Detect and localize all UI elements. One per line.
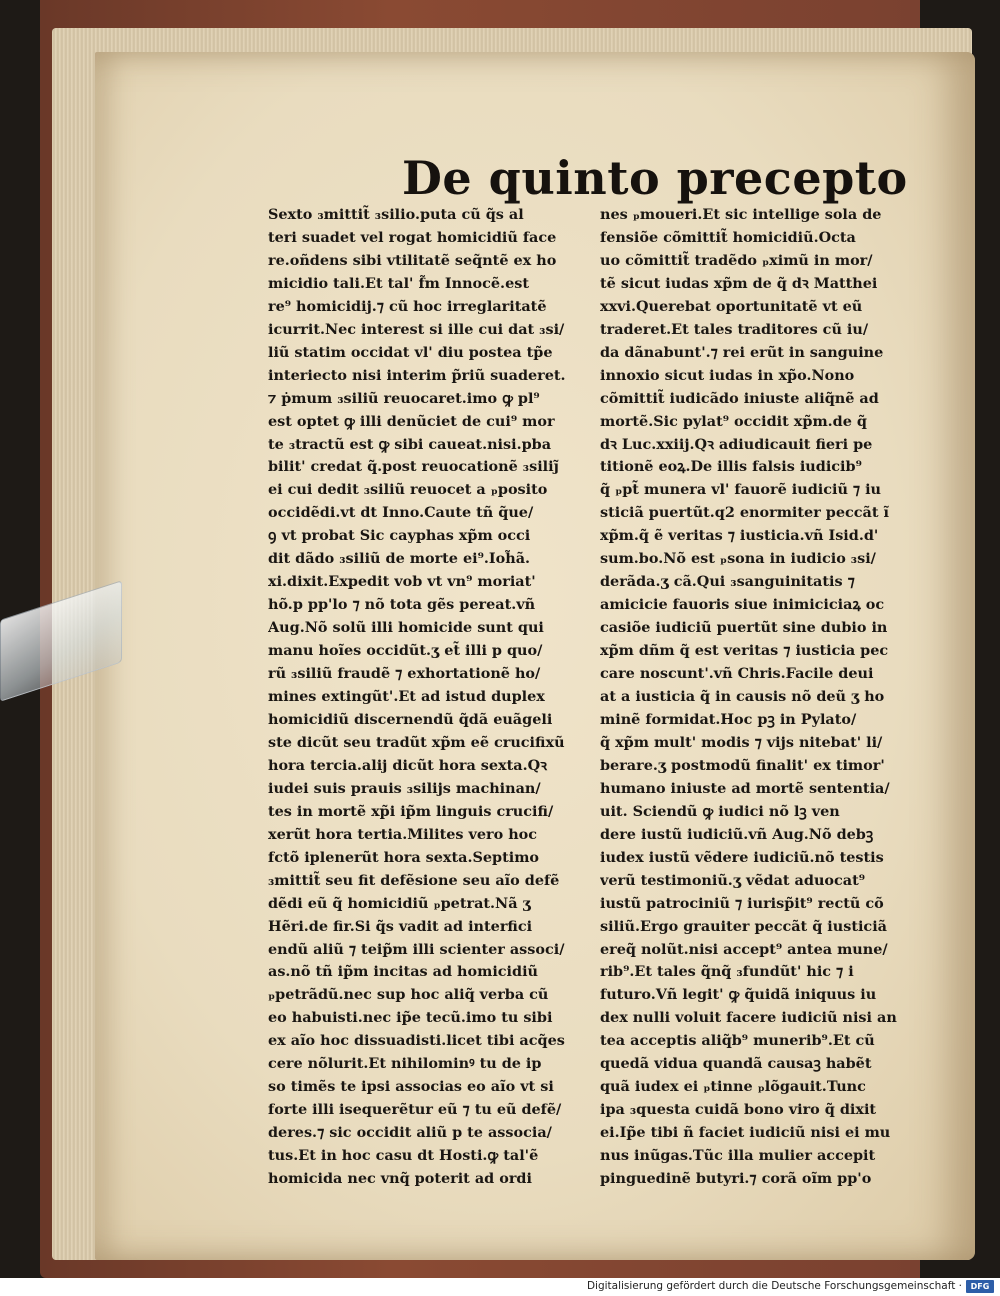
- text-line: dit dãdo ₃siliũ de morte ei⁹.Ioh̃ã.: [268, 550, 531, 568]
- dfg-logo: DFG: [966, 1280, 994, 1293]
- text-line: innoxio sicut iudas in xp̃o.Nono: [600, 366, 855, 384]
- text-line: endũ aliũ ⁊ teip̃m illi scienter associ/: [268, 940, 565, 958]
- text-line: futuro.Vñ legit' ꝙ q̃uidã iniquus iu: [600, 986, 877, 1004]
- text-line: so timẽs te ipsi associas eo aĩo vt si: [268, 1078, 554, 1096]
- text-line: q̃ xp̃m mult' modis ⁊ vijs nitebat' li/: [600, 733, 883, 751]
- text-line: sticiã puertũt.q2 enormiter peccãt ĩ: [600, 504, 889, 522]
- text-line: xerũt hora tertia.Milites vero hoc: [268, 825, 538, 843]
- text-line: bilit' credat q̃.post reuocationẽ ₃siliȷ̃: [268, 458, 559, 476]
- text-line: ⁊ ṗmum ₃siliũ reuocaret.imo ꝙ pl⁹: [268, 389, 540, 407]
- text-line: tea acceptis aliq̃b⁹ munerib⁹.Et cũ: [600, 1032, 875, 1050]
- text-line: tus.Et in hoc casu dt Hosti.ꝙ tal'ẽ: [268, 1147, 539, 1165]
- text-line: verũ testimoniũ.ʒ vẽdat aduocat⁹: [600, 871, 866, 889]
- text-line: ei.Ip̃e tibi ñ faciet iudiciũ nisi ei mu: [600, 1124, 891, 1142]
- text-line: humano iniuste ad mortẽ sententia/: [600, 779, 890, 797]
- text-line: ste dicũt seu tradũt xp̃m eẽ crucifixũ: [268, 733, 565, 751]
- text-line: rũ ₃siliũ fraudẽ ⁊ exhortationẽ ho/: [268, 665, 541, 683]
- text-line: Aug.Nõ solũ illi homicide sunt qui: [268, 619, 544, 637]
- text-line: nes ₚmoueri.Et sic intellige sola de: [600, 206, 882, 223]
- text-line: manu hoĩes occidũt.ʒ et̃ illi p quo/: [268, 642, 543, 660]
- text-line: tẽ sicut iudas xp̃m de q̃ dꝛ Matthei: [600, 274, 878, 292]
- footer-bar: [0, 1278, 1000, 1296]
- text-line: tes in mortẽ xp̃i ip̃m linguis crucifi/: [268, 802, 554, 820]
- text-line: care noscunt'.vñ Chris.Facile deui: [600, 665, 874, 683]
- text-line: q̃ ₚpt̃ munera vl' fauorẽ iudiciũ ⁊ iu: [600, 481, 882, 499]
- text-line: xxvi.Querebat oportunitatẽ vt eũ: [600, 297, 863, 315]
- text-line: mines extingũt'.Et ad istud duplex: [268, 688, 545, 706]
- text-line: ipa ₃questa cuidã bono viro q̃ dixit: [600, 1101, 877, 1119]
- text-line: iudex iustũ vẽdere iudiciũ.nõ testis: [600, 848, 884, 866]
- text-line: interiecto nisi interim p̃riũ suaderet.: [268, 366, 566, 384]
- text-line: teri suadet vel rogat homicidiũ face: [268, 228, 557, 246]
- text-line: da dãnabunt'.⁊ rei erũt in sanguine: [600, 343, 884, 361]
- text-line: quã iudex ei ₚtinne ₚlõgauit.Tunc: [600, 1078, 866, 1096]
- text-line: sum.bo.Nõ est ₚsona in iudicio ₃si/: [600, 550, 876, 568]
- text-line: Hẽri.de fir.Si q̃s vadit ad interfici: [268, 917, 533, 935]
- text-line: homicidiũ discernendũ q̃dã euãgeli: [268, 710, 553, 728]
- text-line: liũ statim occidat vl' diu postea tp̃e: [268, 343, 553, 361]
- text-line: cõmittit̃ iudicãdo iniuste aliq̃nẽ ad: [600, 389, 879, 407]
- text-line: eo habuisti.nec ip̃e tecũ.imo tu sibi: [268, 1009, 553, 1027]
- text-line: dex nulli voluit facere iudiciũ nisi an: [600, 1009, 897, 1027]
- text-line: traderet.Et tales traditores cũ iu/: [600, 320, 869, 338]
- text-line: micidio tali.Et tal' f̃m Innocẽ.est: [268, 274, 529, 292]
- text-line: ₚpetrãdũ.nec sup hoc aliq̃ verba cũ: [268, 986, 549, 1004]
- left-text-column: [268, 204, 586, 1191]
- text-line: ₃mittit̃ seu fit defẽsione seu aĩo defẽ: [268, 871, 560, 889]
- text-line: casiõe iudiciũ puertũt sine dubio in: [600, 619, 888, 637]
- text-line: ei cui dedit ₃siliũ reuocet a ₚposito: [268, 481, 548, 499]
- text-line: xp̃m dñm q̃ est veritas ⁊ iusticia pec: [600, 642, 889, 660]
- text-line: iudei suis prauis ₃silijs machinan/: [268, 779, 541, 797]
- text-line: dꝛ Luc.xxiij.Qꝛ adiudicauit fieri pe: [600, 435, 873, 453]
- text-line: forte illi isequerẽtur eũ ⁊ tu eũ defẽ/: [268, 1101, 562, 1119]
- text-line: titionẽ eoꝝ.De illis falsis iudicib⁹: [600, 458, 862, 476]
- text-line: est optet ꝙ illi denũciet de cui⁹ mor: [268, 412, 555, 430]
- text-line: xi.dixit.Expedit vob vt vn⁹ moriat': [268, 573, 536, 591]
- text-line: hõ.p pp'lo ⁊ nõ tota gẽs pereat.vñ: [268, 596, 536, 614]
- text-line: at a iusticia q̃ in causis nõ deũ ʒ ho: [600, 688, 885, 706]
- text-line: dere iustũ iudiciũ.vñ Aug.Nõ debꝫ: [600, 825, 874, 843]
- text-line: homicida nec vnq̃ poterit ad ordi: [268, 1170, 532, 1188]
- text-line: berare.ʒ postmodũ finalit' ex timor': [600, 756, 885, 774]
- text-line: quedã vidua quandã causaꝫ habẽt: [600, 1055, 872, 1073]
- text-line: mortẽ.Sic pylat⁹ occidit xp̃m.de q̃: [600, 412, 867, 430]
- footer-credit: Digitalisierung gefördert durch die Deutsche Forschungsgemeinschaft ·: [586, 1280, 962, 1292]
- text-line: hora tercia.alij dicũt hora sexta.Qꝛ: [268, 756, 547, 774]
- text-line: uit. Sciendũ ꝙ iudici nõ lꝫ ven: [600, 802, 840, 820]
- text-line: Sexto ₃mittit̃ ₃silio.puta cũ q̃s al: [268, 206, 524, 223]
- text-line: ereq̃ nolũt.nisi accept⁹ antea mune/: [600, 940, 888, 958]
- text-line: ꝯ vt probat Sic cayphas xp̃m occi: [268, 527, 531, 545]
- text-line: fctõ iplenerũt hora sexta.Septimo: [268, 848, 540, 866]
- text-line: minẽ formidat.Hoc pꝫ in Pylato/: [600, 710, 857, 728]
- text-line: occidẽdi.vt dt Inno.Caute tñ q̃ue/: [268, 504, 534, 522]
- right-text-column: [600, 204, 918, 1191]
- page-heading: De quinto precepto: [402, 151, 908, 205]
- text-line: dẽdi eũ q̃ homicidiũ ₚpetrat.Nã ʒ: [268, 894, 531, 912]
- text-line: as.nõ tñ ip̃m incitas ad homicidiũ: [268, 963, 539, 981]
- text-line: amicicie fauoris siue inimiciciaꝝ oc: [600, 596, 885, 614]
- text-line: re⁹ homicidij.⁊ cũ hoc irreglaritatẽ: [268, 297, 547, 315]
- text-line: siliũ.Ergo grauiter peccãt q̃ iusticiã: [600, 917, 887, 935]
- text-line: rib⁹.Et tales q̃nq̃ ₃fundũt' hic ⁊ i: [600, 963, 854, 981]
- text-line: xp̃m.q̃ ẽ veritas ⁊ iusticia.vñ Isid.d': [600, 527, 879, 545]
- text-line: deres.⁊ sic occidit aliũ p te associa/: [268, 1124, 552, 1142]
- text-line: icurrit.Nec interest si ille cui dat ₃si/: [268, 320, 565, 338]
- text-line: iustũ patrociniũ ⁊ iurisp̃it⁹ rectũ cõ: [600, 894, 884, 912]
- text-line: derãda.ʒ cã.Qui ₃sanguinitatis ⁊: [600, 573, 855, 591]
- text-line: re.oñdens sibi vtilitatẽ seq̃ntẽ ex ho: [268, 251, 557, 269]
- text-line: nus inũgas.Tũc illa mulier accepit: [600, 1147, 876, 1165]
- text-line: ex aĩo hoc dissuadisti.licet tibi acq̃es: [268, 1032, 565, 1050]
- text-line: te ₃tractũ est ꝙ sibi caueat.nisi.pba: [268, 435, 552, 453]
- text-line: cere nõlurit.Et nihilominꝰ tu de ip: [268, 1055, 542, 1073]
- text-line: uo cõmittit̃ tradẽdo ₚximũ in mor/: [600, 251, 873, 269]
- text-line: fensiõe cõmittit̃ homicidiũ.Octa: [600, 228, 856, 246]
- text-line: pinguedinẽ butyri.⁊ corã oĩm pp'o: [600, 1170, 872, 1188]
